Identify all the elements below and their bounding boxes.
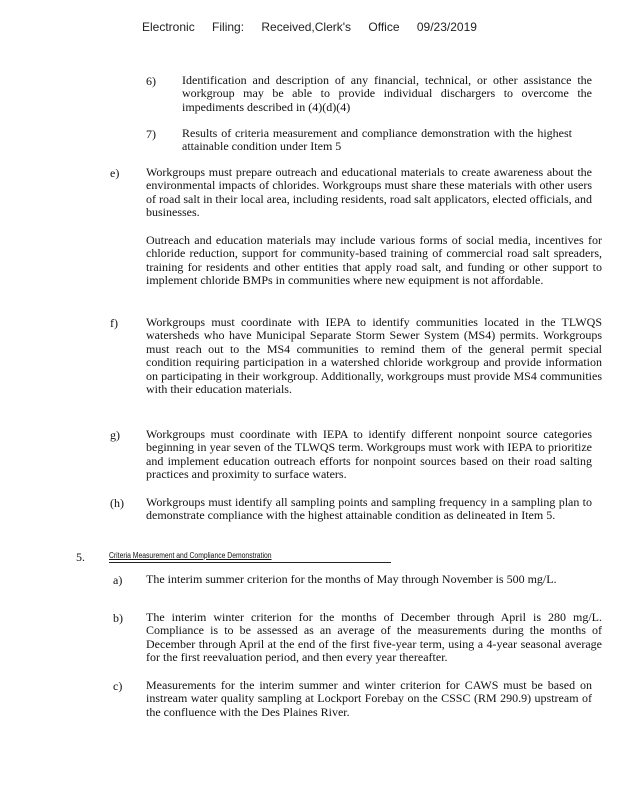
item-e-label: e) bbox=[110, 166, 120, 180]
section-5c-label: c) bbox=[113, 679, 123, 693]
section-5-underline bbox=[109, 562, 391, 563]
item-g-label: g) bbox=[110, 428, 120, 442]
section-5-number: 5. bbox=[76, 550, 85, 564]
header-filing: Filing: bbox=[212, 20, 245, 34]
item-h-text: Workgroups must identify all sampling points and sampling frequency in a sampling plan to demonstrate compliance with the highest attainable condition as delineated in Item 5. bbox=[146, 495, 592, 523]
section-5b-label: b) bbox=[113, 611, 123, 625]
item-e-text: Workgroups must prepare outreach and educational materials to create awareness about the environmental impacts of chlorides. Workgroups must share these materials with other users of road salt in their local area, including residents, road salt applicators, elected officials, and businesses. bbox=[146, 165, 592, 220]
item-7-label: 7) bbox=[146, 127, 156, 141]
item-h-label: (h) bbox=[110, 496, 124, 510]
filing-header bbox=[142, 20, 491, 34]
item-g-text: Workgroups must coordinate with IEPA to identify different nonpoint source categories beginning in year seven of the TLWQS term. Workgroups must work with IEPA to prioritize and implement education outreach efforts for nonpoint sources based on their road salting practices and proximity to surface waters. bbox=[146, 427, 592, 482]
header-received: Received,Clerk's bbox=[261, 20, 352, 34]
item-e-outreach-text: Outreach and education materials may include various forms of social media, incentives for chloride reduction, support for community-based training of commercial road salt spreaders, training for residents and other entities that apply road salt, and funding or other support to implement chloride BMPs in communities where new equipment is not affordable. bbox=[146, 233, 602, 288]
item-7-text: Results of criteria measurement and compliance demonstration with the highest attainable condition under Item 5 bbox=[182, 126, 572, 154]
section-5b-text: The interim winter criterion for the months of December through April is 280 mg/L. Compliance is to be assessed as an average of the measurements during the months of December through April at the end of the first five-year term, using a 4-year seasonal average for the first reevaluation period, and then every year thereafter. bbox=[146, 610, 602, 665]
header-office: Office bbox=[368, 20, 400, 34]
section-5-title: Criteria Measurement and Compliance Demonstration bbox=[109, 551, 272, 560]
item-f-label: f) bbox=[110, 316, 118, 330]
section-5a-label: a) bbox=[113, 573, 123, 587]
item-6-text: Identification and description of any financial, technical, or other assistance the workgroup may be able to provide individual dischargers to overcome the impediments described in (4)(d)(4) bbox=[182, 73, 592, 114]
section-5c-text: Measurements for the interim summer and winter criterion for CAWS must be based on instream water quality sampling at Lockport Forebay on the CSSC (RM 290.9) upstream of the confluence with the Des Plaines River. bbox=[146, 678, 592, 719]
item-f-text: Workgroups must coordinate with IEPA to identify communities located in the TLWQS watersheds who have Municipal Separate Storm Sewer System (MS4) permits. Workgroups must reach out to the MS4 communities to remind them of the general permit special condition requiring participation in a watershed chloride workgroup and provide information on participating in their workgroup. Additionally, workgroups must provide MS4 communities with their education materials. bbox=[146, 315, 602, 397]
header-electronic: Electronic bbox=[142, 20, 195, 34]
header-date: 09/23/2019 bbox=[416, 20, 477, 34]
item-6-label: 6) bbox=[146, 74, 156, 88]
section-5a-text: The interim summer criterion for the months of May through November is 500 mg/L. bbox=[146, 572, 557, 586]
